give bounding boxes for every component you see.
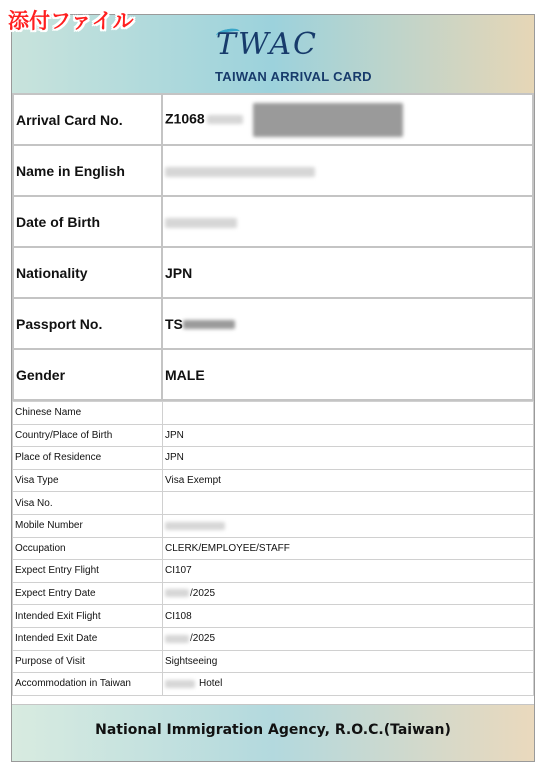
table-row	[13, 560, 534, 583]
field-label: Chinese Name	[13, 402, 163, 425]
redacted-text	[165, 589, 189, 597]
field-value: JPN	[162, 247, 533, 298]
field-value: CI108	[163, 605, 534, 628]
field-label: Occupation	[13, 537, 163, 560]
table-row	[13, 247, 533, 298]
field-value: TS	[162, 298, 533, 349]
redacted-text	[207, 115, 243, 124]
arrival-card-number: Z1068	[165, 110, 205, 127]
field-value	[163, 492, 534, 515]
field-label: Country/Place of Birth	[13, 424, 163, 447]
table-row	[13, 582, 534, 605]
redacted-text	[165, 680, 195, 688]
primary-fields-table	[12, 93, 534, 401]
twac-logo: TWAC	[216, 27, 318, 62]
table-row	[13, 94, 533, 145]
table-row	[13, 650, 534, 673]
table-row	[13, 514, 534, 537]
field-label: Expect Entry Date	[13, 582, 163, 605]
agency-name: National Immigration Agency, R.O.C.(Taiwan)	[95, 722, 451, 738]
table-row	[13, 349, 533, 400]
field-label: Passport No.	[13, 298, 162, 349]
field-label: Gender	[13, 349, 162, 400]
redacted-text	[183, 320, 235, 329]
field-label: Visa No.	[13, 492, 163, 515]
field-label: Mobile Number	[13, 514, 163, 537]
field-label: Accommodation in Taiwan	[13, 673, 163, 696]
field-value: MALE	[162, 349, 533, 400]
table-row	[13, 196, 533, 247]
field-label: Intended Exit Date	[13, 627, 163, 650]
redacted-text	[165, 635, 189, 643]
field-value: /2025	[163, 582, 534, 605]
field-value: Sightseeing	[163, 650, 534, 673]
field-value: CI107	[163, 560, 534, 583]
table-row	[13, 447, 534, 470]
field-value	[163, 514, 534, 537]
table-row	[13, 627, 534, 650]
field-label: Arrival Card No.	[13, 94, 162, 145]
redacted-text	[165, 167, 315, 177]
field-value: JPN	[163, 424, 534, 447]
field-label: Purpose of Visit	[13, 650, 163, 673]
field-value: Visa Exempt	[163, 469, 534, 492]
card-subtitle: TAIWAN ARRIVAL CARD	[215, 69, 372, 84]
field-value	[162, 145, 533, 196]
field-label: Name in English	[13, 145, 162, 196]
field-label: Nationality	[13, 247, 162, 298]
table-row	[13, 145, 533, 196]
field-value: JPN	[163, 447, 534, 470]
table-row	[13, 402, 534, 425]
table-row	[13, 424, 534, 447]
field-label: Place of Residence	[13, 447, 163, 470]
table-row	[13, 673, 534, 696]
field-value: /2025	[163, 627, 534, 650]
field-label: Intended Exit Flight	[13, 605, 163, 628]
field-value	[162, 94, 533, 145]
redacted-text	[165, 522, 225, 530]
field-value: Hotel	[163, 673, 534, 696]
table-row	[13, 492, 534, 515]
field-value	[163, 402, 534, 425]
redacted-block	[253, 103, 403, 137]
table-row	[13, 469, 534, 492]
card-footer	[12, 704, 534, 761]
field-label: Date of Birth	[13, 196, 162, 247]
field-value	[162, 196, 533, 247]
table-row	[13, 298, 533, 349]
field-value: CLERK/EMPLOYEE/STAFF	[163, 537, 534, 560]
arrival-card	[11, 14, 535, 762]
attachment-annotation: 添付ファイル	[8, 9, 134, 33]
field-label: Expect Entry Flight	[13, 560, 163, 583]
redacted-text	[165, 218, 237, 228]
field-label: Visa Type	[13, 469, 163, 492]
secondary-fields-table	[12, 401, 534, 696]
table-row	[13, 605, 534, 628]
table-row	[13, 537, 534, 560]
